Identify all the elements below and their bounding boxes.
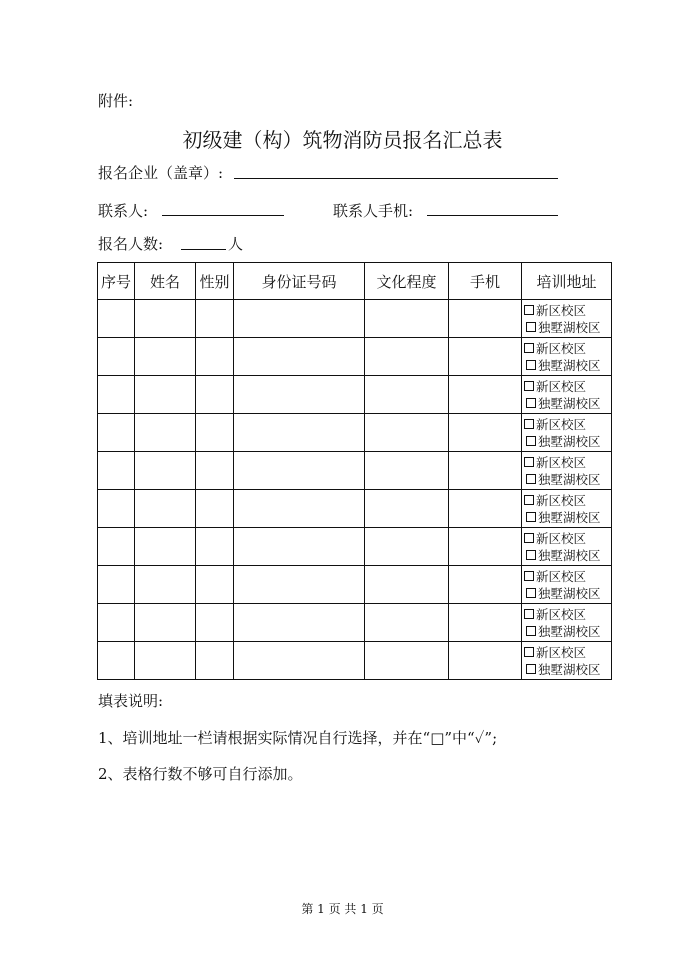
cell-gender[interactable] — [196, 414, 234, 452]
location-option[interactable] — [524, 357, 611, 374]
header-phone: 手机 — [449, 263, 522, 300]
cell-index[interactable] — [98, 414, 135, 452]
cell-id-number[interactable] — [234, 376, 365, 414]
cell-index[interactable] — [98, 566, 135, 604]
location-option[interactable] — [524, 454, 611, 471]
location-option[interactable] — [524, 623, 611, 640]
cell-phone[interactable] — [449, 642, 522, 680]
cell-gender[interactable] — [196, 338, 234, 376]
cell-location — [522, 490, 612, 528]
checkbox[interactable] — [526, 512, 536, 522]
cell-name[interactable] — [135, 452, 196, 490]
cell-name[interactable] — [135, 490, 196, 528]
cell-education[interactable] — [365, 642, 449, 680]
location-option-label: 独墅湖校区 — [538, 319, 601, 335]
table-row — [98, 490, 612, 528]
cell-index[interactable] — [98, 376, 135, 414]
location-option[interactable] — [524, 547, 611, 564]
cell-id-number[interactable] — [234, 452, 365, 490]
header-gender: 性别 — [196, 263, 234, 300]
location-option-label: 新区校区 — [536, 568, 587, 584]
cell-location — [522, 414, 612, 452]
cell-name[interactable] — [135, 338, 196, 376]
checkbox[interactable] — [524, 381, 534, 391]
cell-location — [522, 300, 612, 338]
location-option[interactable] — [524, 416, 611, 433]
page-title: 初级建（构）筑物消防员报名汇总表 — [182, 128, 503, 152]
cell-phone[interactable] — [449, 566, 522, 604]
cell-education[interactable] — [365, 490, 449, 528]
checkbox[interactable] — [524, 495, 534, 505]
cell-name[interactable] — [135, 528, 196, 566]
checkbox[interactable] — [526, 360, 536, 370]
location-option[interactable] — [524, 395, 611, 412]
cell-phone[interactable] — [449, 300, 522, 338]
contact-field[interactable] — [162, 215, 284, 216]
count-unit: 人 — [228, 235, 244, 253]
cell-location — [522, 338, 612, 376]
location-option[interactable] — [524, 585, 611, 602]
contact-phone-label: 联系人手机: — [333, 202, 414, 220]
cell-gender[interactable] — [196, 528, 234, 566]
location-option-label: 新区校区 — [536, 302, 587, 318]
location-option-label: 独墅湖校区 — [538, 509, 601, 525]
company-label: 报名企业（盖章）: — [98, 164, 224, 182]
cell-phone[interactable] — [449, 604, 522, 642]
location-option-label: 新区校区 — [536, 340, 587, 356]
cell-index[interactable] — [98, 642, 135, 680]
checkbox[interactable] — [524, 609, 534, 619]
cell-index[interactable] — [98, 604, 135, 642]
checkbox[interactable] — [526, 664, 536, 674]
location-option-label: 独墅湖校区 — [538, 357, 601, 373]
cell-phone[interactable] — [449, 376, 522, 414]
table-row — [98, 566, 612, 604]
location-option-label: 独墅湖校区 — [538, 547, 601, 563]
cell-name[interactable] — [135, 376, 196, 414]
header-name: 姓名 — [135, 263, 196, 300]
cell-name[interactable] — [135, 566, 196, 604]
cell-gender[interactable] — [196, 376, 234, 414]
location-option[interactable] — [524, 606, 611, 623]
location-option-label: 独墅湖校区 — [538, 661, 601, 677]
cell-gender[interactable] — [196, 642, 234, 680]
location-option-label: 独墅湖校区 — [538, 433, 601, 449]
checkbox[interactable] — [524, 457, 534, 467]
cell-location — [522, 642, 612, 680]
cell-education[interactable] — [365, 452, 449, 490]
note-item: 1、培训地址一栏请根据实际情况自行选择，并在“□”中“✓”; — [98, 729, 498, 747]
cell-phone[interactable] — [449, 414, 522, 452]
cell-index[interactable] — [98, 490, 135, 528]
company-field[interactable] — [234, 178, 558, 179]
cell-phone[interactable] — [449, 338, 522, 376]
table-row — [98, 338, 612, 376]
table-header-row — [98, 263, 612, 300]
table-row — [98, 414, 612, 452]
checkbox[interactable] — [526, 588, 536, 598]
location-option-label: 新区校区 — [536, 378, 587, 394]
table-row — [98, 604, 612, 642]
location-option-label: 新区校区 — [536, 492, 587, 508]
location-option[interactable] — [524, 530, 611, 547]
checkbox[interactable] — [524, 305, 534, 315]
location-option[interactable] — [524, 644, 611, 661]
checkbox[interactable] — [526, 626, 536, 636]
location-option-label: 新区校区 — [536, 606, 587, 622]
contact-phone-field[interactable] — [427, 215, 558, 216]
cell-name[interactable] — [135, 642, 196, 680]
page-footer: 第 1 页 共 1 页 — [301, 902, 384, 916]
cell-name[interactable] — [135, 414, 196, 452]
cell-education[interactable] — [365, 338, 449, 376]
cell-gender[interactable] — [196, 300, 234, 338]
checkbox[interactable] — [526, 398, 536, 408]
checkbox[interactable] — [524, 343, 534, 353]
attachment-label: 附件: — [98, 92, 134, 110]
location-option[interactable] — [524, 340, 611, 357]
cell-location — [522, 376, 612, 414]
location-option[interactable] — [524, 433, 611, 450]
location-option[interactable] — [524, 319, 611, 336]
contact-label: 联系人: — [98, 202, 149, 220]
cell-name[interactable] — [135, 300, 196, 338]
location-option[interactable] — [524, 492, 611, 509]
signup-table — [97, 262, 612, 680]
cell-education[interactable] — [365, 376, 449, 414]
cell-id-number[interactable] — [234, 490, 365, 528]
cell-index[interactable] — [98, 452, 135, 490]
location-option-label: 独墅湖校区 — [538, 395, 601, 411]
cell-id-number[interactable] — [234, 566, 365, 604]
location-option[interactable] — [524, 568, 611, 585]
cell-gender[interactable] — [196, 604, 234, 642]
cell-gender[interactable] — [196, 490, 234, 528]
location-option[interactable] — [524, 471, 611, 488]
table-row — [98, 642, 612, 680]
count-label: 报名人数: — [98, 235, 164, 253]
cell-gender[interactable] — [196, 566, 234, 604]
cell-name[interactable] — [135, 604, 196, 642]
cell-location — [522, 604, 612, 642]
checkbox[interactable] — [524, 419, 534, 429]
header-id-number: 身份证号码 — [234, 263, 365, 300]
location-option-label: 独墅湖校区 — [538, 623, 601, 639]
location-option-label: 新区校区 — [536, 530, 587, 546]
cell-education[interactable] — [365, 528, 449, 566]
cell-location — [522, 452, 612, 490]
location-option-label: 新区校区 — [536, 454, 587, 470]
cell-phone[interactable] — [449, 528, 522, 566]
checkbox[interactable] — [526, 436, 536, 446]
note-item: 2、表格行数不够可自行添加。 — [98, 765, 303, 783]
checkbox[interactable] — [524, 571, 534, 581]
location-option-label: 新区校区 — [536, 416, 587, 432]
cell-id-number[interactable] — [234, 604, 365, 642]
cell-phone[interactable] — [449, 490, 522, 528]
checkbox[interactable] — [526, 474, 536, 484]
cell-education[interactable] — [365, 414, 449, 452]
header-index: 序号 — [98, 263, 135, 300]
cell-id-number[interactable] — [234, 642, 365, 680]
location-option-label: 独墅湖校区 — [538, 585, 601, 601]
location-option-label: 新区校区 — [536, 644, 587, 660]
notes-title: 填表说明: — [98, 692, 164, 710]
cell-id-number[interactable] — [234, 528, 365, 566]
cell-index[interactable] — [98, 528, 135, 566]
location-option[interactable] — [524, 378, 611, 395]
cell-index[interactable] — [98, 300, 135, 338]
cell-id-number[interactable] — [234, 338, 365, 376]
location-option[interactable] — [524, 302, 611, 319]
cell-id-number[interactable] — [234, 414, 365, 452]
header-education: 文化程度 — [365, 263, 449, 300]
cell-education[interactable] — [365, 604, 449, 642]
table-row — [98, 452, 612, 490]
cell-location — [522, 528, 612, 566]
location-option[interactable] — [524, 661, 611, 678]
cell-education[interactable] — [365, 566, 449, 604]
header-location: 培训地址 — [522, 263, 612, 300]
count-field[interactable] — [181, 249, 226, 250]
cell-index[interactable] — [98, 338, 135, 376]
cell-id-number[interactable] — [234, 300, 365, 338]
cell-gender[interactable] — [196, 452, 234, 490]
checkbox[interactable] — [524, 533, 534, 543]
cell-education[interactable] — [365, 300, 449, 338]
checkbox[interactable] — [526, 322, 536, 332]
location-option-label: 独墅湖校区 — [538, 471, 601, 487]
cell-location — [522, 566, 612, 604]
cell-phone[interactable] — [449, 452, 522, 490]
location-option[interactable] — [524, 509, 611, 526]
checkbox[interactable] — [524, 647, 534, 657]
table-row — [98, 376, 612, 414]
checkbox[interactable] — [526, 550, 536, 560]
table-row — [98, 300, 612, 338]
table-row — [98, 528, 612, 566]
